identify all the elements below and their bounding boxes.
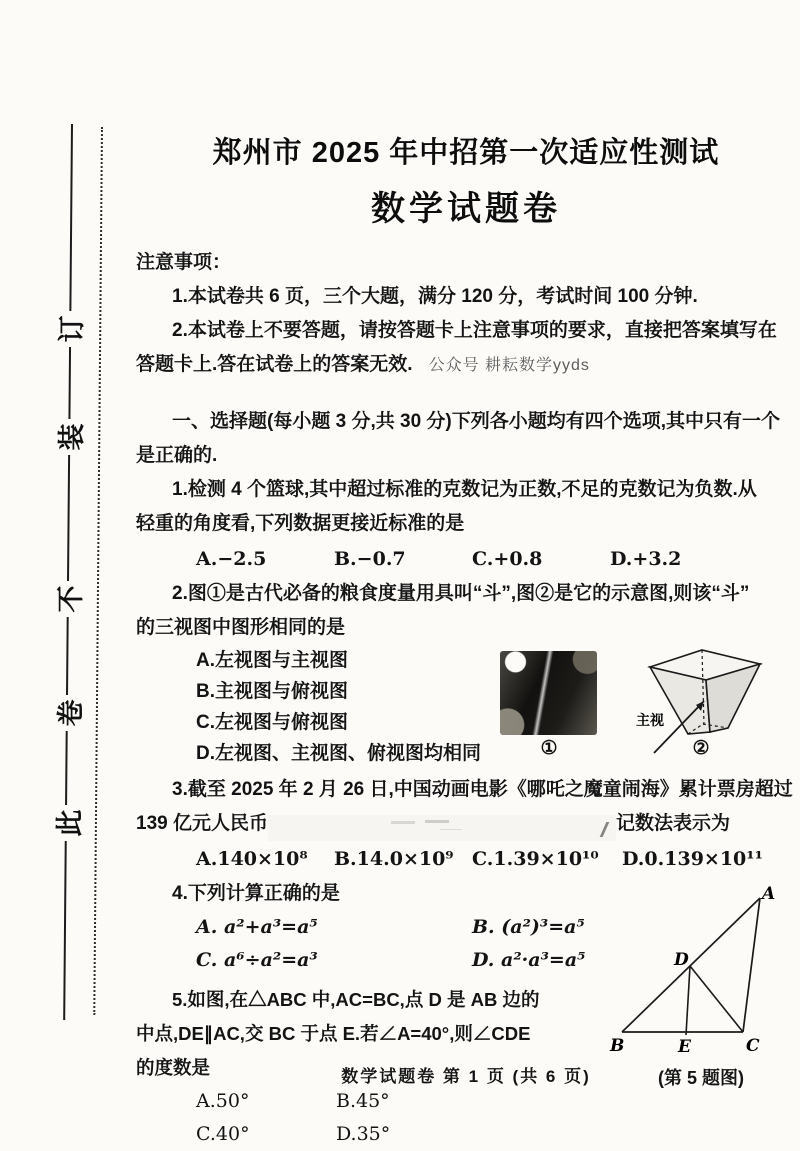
vertex-label-a: A (762, 885, 776, 904)
q5-text-line3: 的度数是 (136, 1057, 211, 1078)
q3-option-c: C.1.39×10¹⁰ (472, 848, 599, 870)
q3-line2-left: 139 亿元人民币 (136, 813, 268, 834)
q1-text-line2: 轻重的角度看,下列数据更接近标准的是 (136, 513, 465, 534)
question-1 (136, 473, 796, 577)
q5-text-line1: 5.如图,在△ABC 中,AC=BC,点 D 是 AB 边的 (172, 989, 540, 1010)
notice-item-2-line2 (136, 348, 796, 383)
figure-caption: (第 5 题图) (657, 1068, 744, 1088)
section-heading-line2: 是正确的. (136, 445, 218, 466)
triangle-drawing (608, 885, 794, 1057)
q5-option-d: D.35° (336, 1123, 391, 1145)
exam-content (136, 0, 796, 1145)
view-label: 主视 (636, 712, 664, 728)
binding-char: 不 (54, 581, 88, 617)
figure1-label: ① (540, 738, 558, 759)
q1-text-line1: 1.检测 4 个篮球,其中超过标准的克数记为正数,不足的克数记为负数.从 (172, 479, 757, 500)
triangle-figure (608, 885, 794, 1090)
q1-option-a: A.−2.5 (196, 548, 267, 570)
dou-photo (500, 651, 597, 735)
q3-option-b: B.14.0×10⁹ (334, 848, 454, 870)
vertex-label-b: B (610, 1036, 625, 1056)
q4-text-line1: 4.下列计算正确的是 (172, 883, 340, 904)
section-heading-line1: 一、选择题(每小题 3 分,共 30 分)下列各小题均有四个选项,其中只有一个 (172, 411, 781, 432)
q3-option-a: A.140×10⁸ (196, 848, 308, 870)
q1-option-c: C.+0.8 (472, 548, 543, 570)
q3-text-line1: 3.截至 2025 年 2 月 26 日,中国动画电影《哪吒之魔童闹海》累计票房超过 (172, 779, 793, 800)
notice-item-2-text: 答题卡上.答在试卷上的答案无效. (136, 354, 413, 375)
q2-option-d: D.左视图、主视图、俯视图均相同 (196, 743, 482, 764)
q3-text-line2 (136, 807, 796, 841)
q5-option-a: A.50° (196, 1090, 250, 1112)
binding-char: 装 (55, 419, 89, 455)
question-4-5-block (136, 877, 796, 1151)
vertex-label-d: D (674, 950, 689, 970)
vertex-label-e: E (678, 1037, 691, 1057)
notice-item-2-line1: 2.本试卷上不要答题，请按答题卡上注意事项的要求，直接把答案填写在 (172, 320, 777, 341)
q5-options (136, 1085, 496, 1151)
q3-option-d: D.0.139×10¹¹ (622, 848, 763, 870)
q5-option-b: B.45° (336, 1090, 390, 1112)
q5-option-c: C.40° (196, 1123, 250, 1145)
notice-section (136, 246, 796, 383)
q1-option-b: B.−0.7 (334, 548, 406, 570)
q4-option-b: B. (a²)³=a⁵ (472, 916, 585, 938)
q2-option-c: C.左视图与俯视图 (196, 712, 349, 733)
question-2 (136, 577, 796, 769)
notice-heading: 注意事项： (136, 252, 232, 273)
page-title: 郑州市 2025 年中招第一次适应性测试 (212, 137, 720, 169)
q3-options (136, 841, 796, 877)
figure2-label: ② (692, 738, 710, 759)
q5-text-line2: 中点,DE∥AC,交 BC 于点 E.若∠A=40°,则∠CDE (136, 1023, 531, 1044)
q4-option-c: C. a⁶÷a²=a³ (196, 949, 318, 971)
erased-watermark-area (268, 815, 616, 841)
q4-option-a: A. a²+a³=a⁵ (196, 916, 318, 938)
q2-options-and-figures (136, 645, 796, 769)
section-1-heading (136, 405, 796, 473)
q1-option-d: D.+3.2 (610, 548, 682, 570)
page-footer: 数学试题卷 第 1 页 (共 6 页) (341, 1067, 591, 1086)
doc-subtitle: 数学试题卷 (371, 190, 561, 228)
question-3 (136, 773, 796, 877)
q2-option-a: A.左视图与主视图 (196, 650, 349, 671)
binding-char: 卷 (54, 695, 88, 731)
q2-text-line1: 2.图①是古代必备的粮食度量用具叫“斗”,图②是它的示意图,则该“斗” (172, 583, 750, 604)
q2-option-b: B.主视图与俯视图 (196, 681, 349, 702)
binding-solid-line (63, 124, 73, 1020)
q3-line2-right: 记数法表示为 (615, 813, 730, 834)
watermark-text: 公众号 耕耘数学yyds (428, 357, 590, 374)
vertex-label-c: C (746, 1036, 760, 1056)
binding-dotted-line (93, 127, 103, 1015)
binding-char: 此 (53, 805, 87, 841)
binding-char: 订 (55, 311, 89, 347)
q1-options (136, 541, 796, 577)
q4-option-d: D. a²·a³=a⁵ (472, 949, 586, 971)
q2-text-line2: 的三视图中图形相同的是 (136, 617, 346, 638)
notice-item-1: 1.本试卷共 6 页，三个大题，满分 120 分，考试时间 100 分钟. (172, 286, 698, 307)
